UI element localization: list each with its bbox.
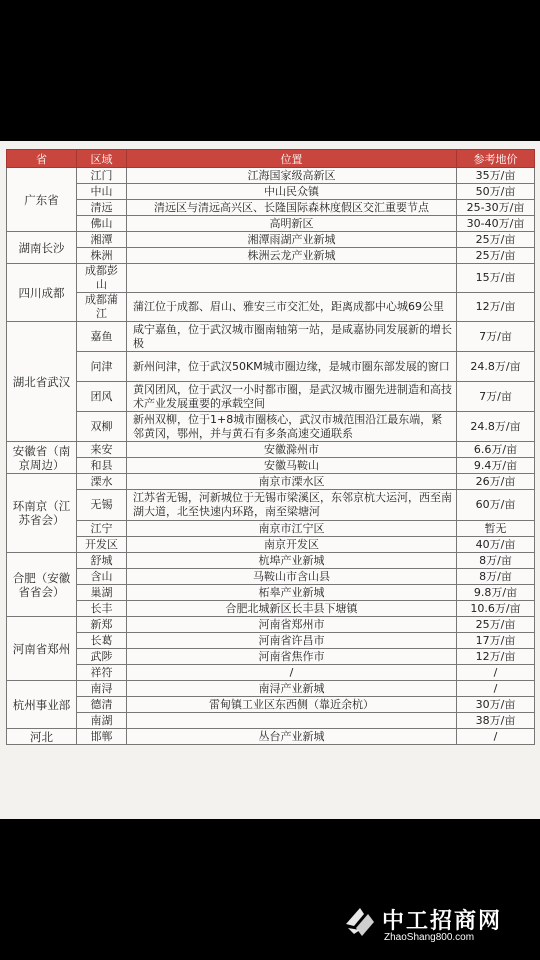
header-location: 位置 — [127, 150, 457, 168]
table-row — [7, 585, 535, 601]
price-cell: / — [457, 729, 535, 745]
province-cell: 四川成都 — [7, 264, 77, 322]
province-cell: 河南省郑州 — [7, 617, 77, 681]
district-cell: 武陟 — [77, 649, 127, 665]
district-cell: 团风 — [77, 382, 127, 412]
table-row — [7, 713, 535, 729]
location-cell: 黄冈团风，位于武汉一小时都市圈，是武汉城市圈先进制造和高技术产业发展重要的承载空间 — [127, 382, 457, 412]
location-cell: 新州双柳，位于1+8城市圈核心，武汉市城范围沿江最东端，紧邻黄冈，鄂州，并与黄石有多条高速交通联系 — [127, 412, 457, 442]
location-cell: 雷甸镇工业区东西侧（靠近余杭） — [127, 697, 457, 713]
table-row — [7, 649, 535, 665]
location-cell: 南京市江宁区 — [127, 521, 457, 537]
table-row — [7, 665, 535, 681]
table-row — [7, 352, 535, 382]
table-row — [7, 232, 535, 248]
province-cell: 合肥（安徽省省会） — [7, 553, 77, 617]
district-cell: 中山 — [77, 184, 127, 200]
district-cell: 嘉鱼 — [77, 322, 127, 352]
location-cell: 清远区与清远高兴区、长隆国际森林度假区交汇重要节点 — [127, 200, 457, 216]
province-cell: 湖南长沙 — [7, 232, 77, 264]
location-cell: 湘潭雨湖产业新城 — [127, 232, 457, 248]
price-cell: / — [457, 681, 535, 697]
table-row — [7, 537, 535, 553]
table-row — [7, 248, 535, 264]
table-row — [7, 293, 535, 322]
location-cell: 新州问津，位于武汉50KM城市圈边缘，是城市圈东部发展的窗口 — [127, 352, 457, 382]
location-cell: 安徽马鞍山 — [127, 458, 457, 474]
price-cell: 6.6万/亩 — [457, 442, 535, 458]
price-cell: 25万/亩 — [457, 248, 535, 264]
district-cell: 开发区 — [77, 537, 127, 553]
price-cell: 8万/亩 — [457, 553, 535, 569]
location-cell: / — [127, 665, 457, 681]
location-cell: 河南省焦作市 — [127, 649, 457, 665]
price-cell: 9.8万/亩 — [457, 585, 535, 601]
location-cell: 柘皋产业新城 — [127, 585, 457, 601]
table-row — [7, 681, 535, 697]
table-row — [7, 601, 535, 617]
location-cell — [127, 713, 457, 729]
table-row — [7, 474, 535, 490]
district-cell: 江宁 — [77, 521, 127, 537]
header-district: 区域 — [77, 150, 127, 168]
price-cell: 38万/亩 — [457, 713, 535, 729]
table-row — [7, 200, 535, 216]
district-cell: 来安 — [77, 442, 127, 458]
price-cell: 12万/亩 — [457, 293, 535, 322]
price-cell: / — [457, 665, 535, 681]
district-cell: 问津 — [77, 352, 127, 382]
table-row — [7, 322, 535, 352]
district-cell: 新郑 — [77, 617, 127, 633]
table-row — [7, 553, 535, 569]
province-cell: 杭州事业部 — [7, 681, 77, 729]
table-row — [7, 617, 535, 633]
location-cell: 蒲江位于成都、眉山、雅安三市交汇处，距离成都中心城69公里 — [127, 293, 457, 322]
district-cell: 长丰 — [77, 601, 127, 617]
watermark — [332, 900, 532, 952]
district-cell: 双柳 — [77, 412, 127, 442]
location-cell: 南浔产业新城 — [127, 681, 457, 697]
table-row — [7, 697, 535, 713]
district-cell: 成都彭山 — [77, 264, 127, 293]
location-cell: 中山民众镇 — [127, 184, 457, 200]
province-cell: 安徽省（南京周边） — [7, 442, 77, 474]
table-row — [7, 168, 535, 184]
district-cell: 德清 — [77, 697, 127, 713]
location-cell: 马鞍山市含山县 — [127, 569, 457, 585]
district-cell: 无锡 — [77, 490, 127, 521]
district-cell: 湘潭 — [77, 232, 127, 248]
table-row — [7, 412, 535, 442]
district-cell: 含山 — [77, 569, 127, 585]
province-cell: 广东省 — [7, 168, 77, 232]
price-cell: 30万/亩 — [457, 697, 535, 713]
price-cell: 8万/亩 — [457, 569, 535, 585]
price-cell: 50万/亩 — [457, 184, 535, 200]
price-cell: 15万/亩 — [457, 264, 535, 293]
watermark-title: 中工招商网 — [382, 909, 503, 934]
table-row — [7, 569, 535, 585]
district-cell: 和县 — [77, 458, 127, 474]
district-cell: 清远 — [77, 200, 127, 216]
price-cell: 7万/亩 — [457, 322, 535, 352]
price-cell: 25万/亩 — [457, 232, 535, 248]
district-cell: 江门 — [77, 168, 127, 184]
district-cell: 邯郸 — [77, 729, 127, 745]
location-cell: 杭埠产业新城 — [127, 553, 457, 569]
land-price-sheet — [0, 141, 540, 819]
district-cell: 舒城 — [77, 553, 127, 569]
location-cell: 河南省郑州市 — [127, 617, 457, 633]
location-cell: 河南省许昌市 — [127, 633, 457, 649]
table-row — [7, 490, 535, 521]
price-cell: 26万/亩 — [457, 474, 535, 490]
location-cell: 咸宁嘉鱼，位于武汉城市圈南轴第一站，是咸嘉协同发展新的增长极 — [127, 322, 457, 352]
price-cell: 12万/亩 — [457, 649, 535, 665]
district-cell: 溧水 — [77, 474, 127, 490]
price-cell: 暂无 — [457, 521, 535, 537]
price-cell: 25-30万/亩 — [457, 200, 535, 216]
district-cell: 巢湖 — [77, 585, 127, 601]
header-province: 省 — [7, 150, 77, 168]
location-cell: 高明新区 — [127, 216, 457, 232]
land-price-table — [6, 149, 535, 745]
header-price: 参考地价 — [457, 150, 535, 168]
price-cell: 24.8万/亩 — [457, 412, 535, 442]
district-cell: 佛山 — [77, 216, 127, 232]
price-cell: 17万/亩 — [457, 633, 535, 649]
table-row — [7, 264, 535, 293]
table-row — [7, 458, 535, 474]
price-cell: 60万/亩 — [457, 490, 535, 521]
location-cell: 株洲云龙产业新城 — [127, 248, 457, 264]
district-cell: 株洲 — [77, 248, 127, 264]
price-cell: 35万/亩 — [457, 168, 535, 184]
location-cell: 南京市溧水区 — [127, 474, 457, 490]
location-cell — [127, 264, 457, 293]
location-cell: 江苏省无锡，河新城位于无锡市梁溪区，东邻京杭大运河，西至南湖大道，北至快速内环路，南至梁塘河 — [127, 490, 457, 521]
province-cell: 湖北省武汉 — [7, 322, 77, 442]
location-cell: 安徽滁州市 — [127, 442, 457, 458]
price-cell: 9.4万/亩 — [457, 458, 535, 474]
district-cell: 成都蒲江 — [77, 293, 127, 322]
table-row — [7, 521, 535, 537]
province-cell: 河北 — [7, 729, 77, 745]
price-cell: 24.8万/亩 — [457, 352, 535, 382]
table-row — [7, 442, 535, 458]
watermark-url: ZhaoShang800.com — [384, 932, 475, 943]
price-cell: 7万/亩 — [457, 382, 535, 412]
location-cell: 丛台产业新城 — [127, 729, 457, 745]
table-row — [7, 184, 535, 200]
price-cell: 40万/亩 — [457, 537, 535, 553]
price-cell: 25万/亩 — [457, 617, 535, 633]
location-cell: 江海国家级高新区 — [127, 168, 457, 184]
table-body — [7, 168, 535, 745]
province-cell: 环南京（江苏省会） — [7, 474, 77, 553]
zhaoshang-logo-icon — [342, 904, 378, 940]
district-cell: 南湖 — [77, 713, 127, 729]
district-cell: 祥符 — [77, 665, 127, 681]
table-row — [7, 382, 535, 412]
table-row — [7, 729, 535, 745]
table-row — [7, 216, 535, 232]
location-cell: 南京开发区 — [127, 537, 457, 553]
location-cell: 合肥北城新区长丰县下塘镇 — [127, 601, 457, 617]
price-cell: 10.6万/亩 — [457, 601, 535, 617]
district-cell: 南浔 — [77, 681, 127, 697]
district-cell: 长葛 — [77, 633, 127, 649]
price-cell: 30-40万/亩 — [457, 216, 535, 232]
table-row — [7, 633, 535, 649]
